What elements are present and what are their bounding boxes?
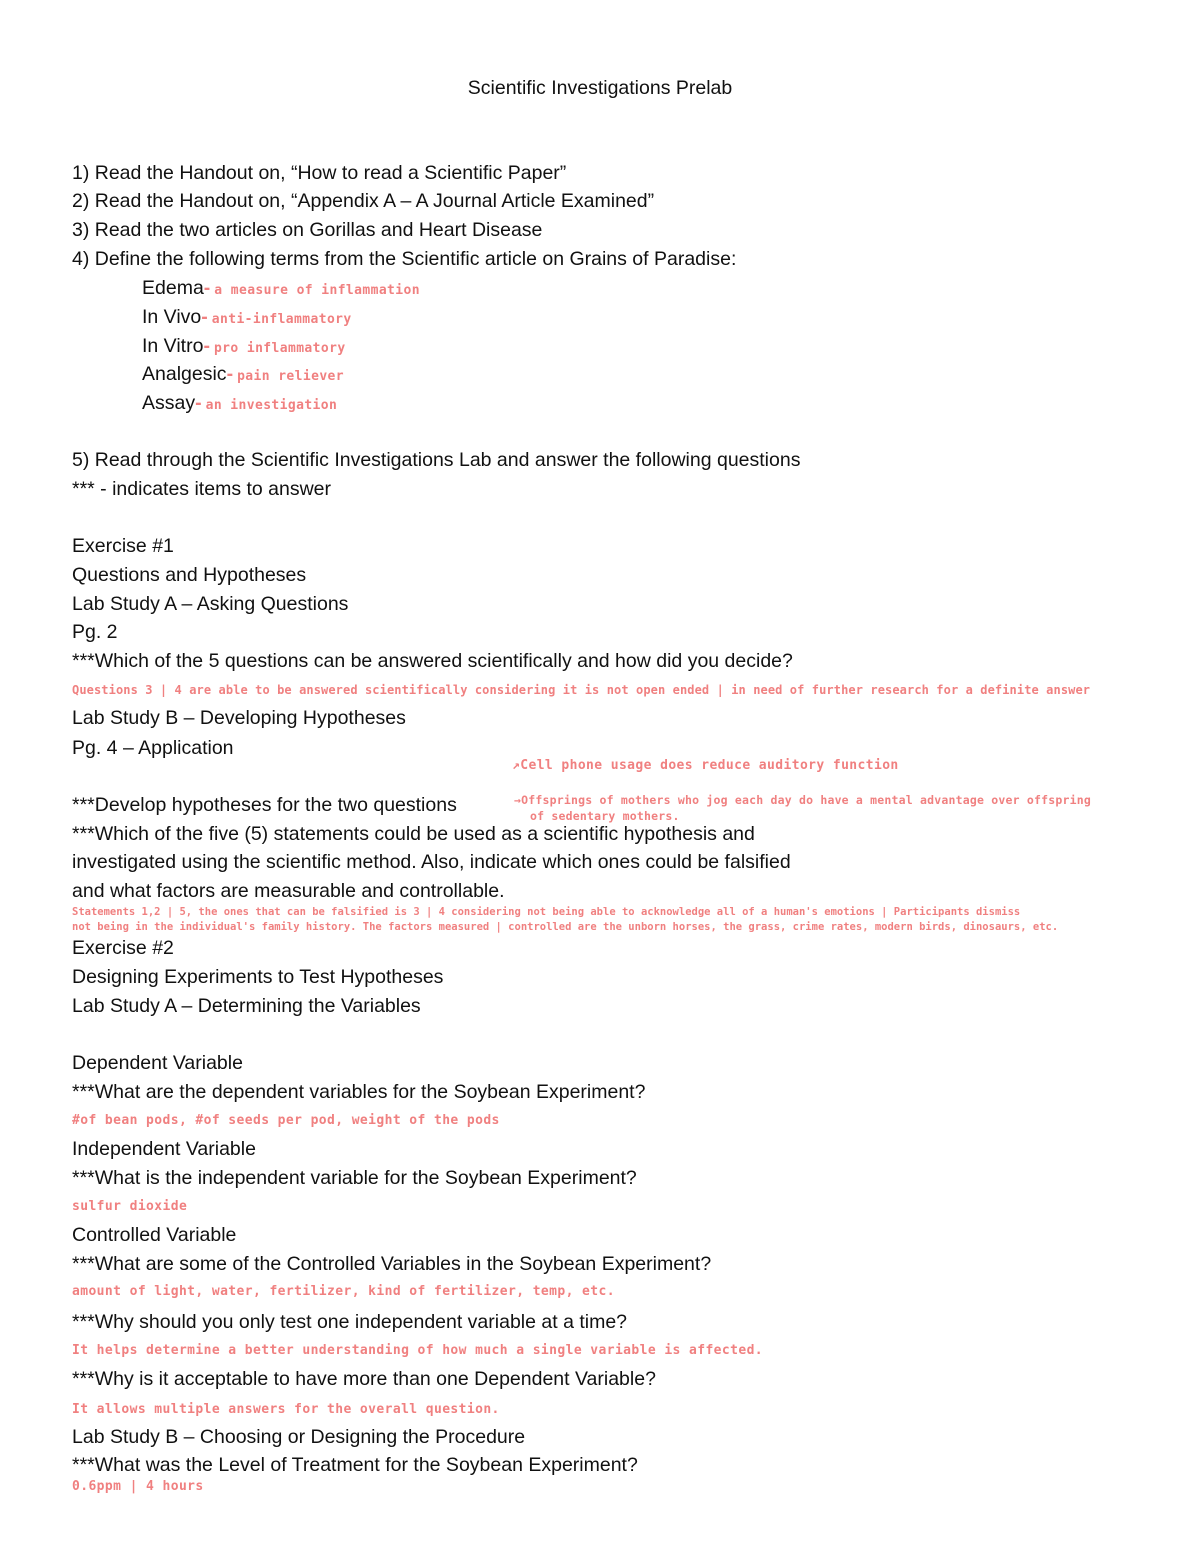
term-label: In Vivo [142, 306, 202, 328]
handwritten-answer: It helps determine a better understanding of how much a single variable is affected. [72, 1343, 764, 1358]
exercise-2-heading: Exercise #2 [72, 937, 174, 959]
term-row: Analgesic- pain reliever [142, 363, 345, 385]
page-ref: Pg. 2 [72, 621, 118, 643]
handwritten-answer: Questions 3 | 4 are able to be answered scientifically considering it is not open ended | in need of further research for a definite answer [72, 683, 1091, 697]
term-answer: a measure of inflammation [214, 283, 420, 298]
exercise-1-subheading: Questions and Hypotheses [72, 564, 307, 586]
lab-study-a-heading: Lab Study A – Determining the Variables [72, 995, 421, 1017]
question: ***What was the Level of Treatment for the Soybean Experiment? [72, 1454, 638, 1476]
lab-study-b-heading: Lab Study B – Developing Hypotheses [72, 707, 406, 729]
term-label: In Vitro [142, 335, 204, 357]
handwritten-answer: Statements 1,2 | 5, the ones that can be falsified is 3 | 4 considering not being able to acknowledge all of a human's emotions | Participants dismiss [72, 906, 1021, 918]
term-answer: pro inflammatory [213, 341, 346, 356]
term-label: Edema [142, 277, 204, 299]
handwritten-answer: #of bean pods, #of seeds per pod, weight of the pods [72, 1113, 500, 1128]
section-heading: Independent Variable [72, 1138, 256, 1160]
question: ***What are the dependent variables for the Soybean Experiment? [72, 1081, 646, 1103]
handwritten-answer: of sedentary mothers. [530, 809, 680, 823]
handwritten-answer: not being in the individual's family history. The factors measured | controlled are the unborn horses, the grass, crime rates, modern birds, dinosaurs, etc. [72, 921, 1059, 933]
term-row: Edema- a measure of inflammation [142, 277, 420, 299]
handwritten-answer [512, 758, 899, 774]
page-ref: Pg. 4 – Application [72, 737, 234, 759]
term-answer: anti-inflammatory [211, 312, 352, 327]
answer-text: Cell phone usage does reduce auditory function [520, 758, 899, 773]
handwritten-answer: amount of light, water, fertilizer, kind of fertilizer, temp, etc. [72, 1284, 615, 1299]
question: ***Develop hypotheses for the two questions [72, 794, 457, 816]
exercise-1-heading: Exercise #1 [72, 535, 174, 557]
section-heading: Controlled Variable [72, 1224, 237, 1246]
term-answer: an investigation [205, 398, 338, 413]
handwritten-answer: sulfur dioxide [72, 1199, 188, 1214]
term-label: Assay [142, 392, 196, 414]
lab-study-a-heading: Lab Study A – Asking Questions [72, 593, 349, 615]
question: investigated using the scientific method. Also, indicate which ones could be falsified [72, 851, 791, 873]
question: ***Why is it acceptable to have more than one Dependent Variable? [72, 1368, 656, 1390]
arrow-icon: → [514, 793, 522, 807]
lab-study-b-heading: Lab Study B – Choosing or Designing the Procedure [72, 1426, 526, 1448]
step-5: 5) Read through the Scientific Investigations Lab and answer the following questions [72, 449, 801, 471]
term-label: Analgesic [142, 363, 227, 385]
step-3: 3) Read the two articles on Gorillas and Heart Disease [72, 219, 543, 241]
handwritten-answer [514, 792, 1091, 808]
term-row: In Vivo- anti-inflammatory [142, 306, 352, 328]
handwritten-answer: 0.6ppm | 4 hours [72, 1479, 204, 1494]
step-1: 1) Read the Handout on, “How to read a Scientific Paper” [72, 162, 567, 184]
question: ***What is the independent variable for the Soybean Experiment? [72, 1167, 637, 1189]
question: and what factors are measurable and controllable. [72, 880, 505, 902]
step-2: 2) Read the Handout on, “Appendix A – A Journal Article Examined” [72, 190, 655, 212]
term-answer: pain reliever [237, 369, 345, 384]
answer-text: Offsprings of mothers who jog each day do have a mental advantage over offspring [521, 793, 1092, 807]
page-title: Scientific Investigations Prelab [467, 77, 733, 99]
exercise-2-subheading: Designing Experiments to Test Hypotheses [72, 966, 444, 988]
step-4: 4) Define the following terms from the Scientific article on Grains of Paradise: [72, 248, 737, 270]
handwritten-answer: It allows multiple answers for the overall question. [72, 1402, 500, 1417]
term-row: Assay- an investigation [142, 392, 338, 414]
question: ***Why should you only test one independent variable at a time? [72, 1311, 628, 1333]
term-row: In Vitro- pro inflammatory [142, 335, 346, 357]
question: ***What are some of the Controlled Variables in the Soybean Experiment? [72, 1253, 712, 1275]
question: ***Which of the 5 questions can be answered scientifically and how did you decide? [72, 650, 793, 672]
question: ***Which of the five (5) statements could be used as a scientific hypothesis and [72, 823, 755, 845]
arrow-icon: ↗ [512, 758, 521, 773]
section-heading: Dependent Variable [72, 1052, 243, 1074]
legend: *** - indicates items to answer [72, 478, 332, 500]
